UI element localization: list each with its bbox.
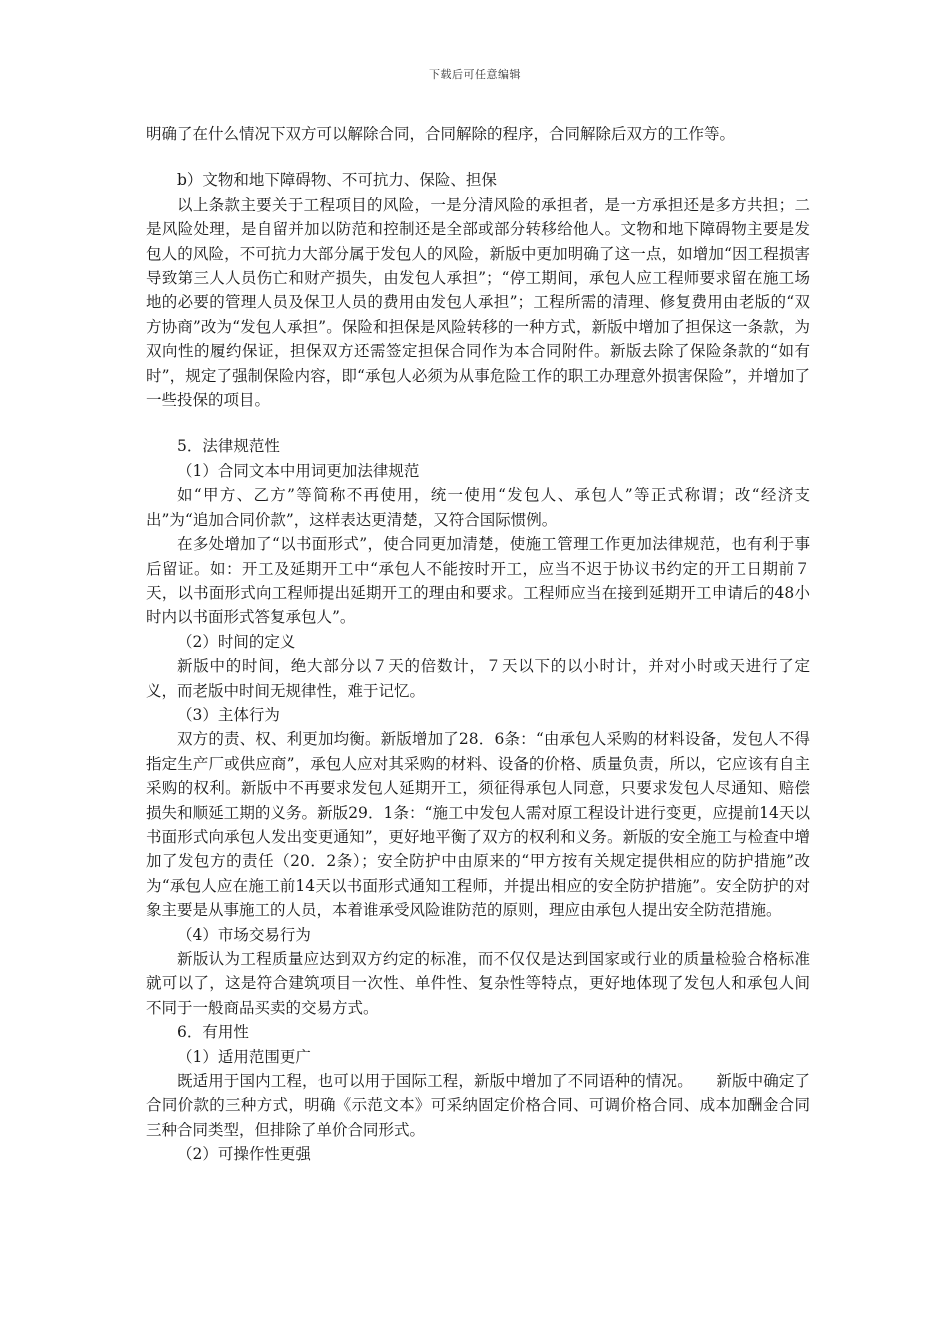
section-heading-usefulness: 6．有用性	[177, 1023, 249, 1042]
page-header-note: 下载后可任意编辑	[429, 68, 521, 81]
section-heading-legal: 5．法律规范性	[177, 437, 280, 456]
subheading-scope: （1）适用范围更广	[177, 1047, 311, 1066]
document-body	[146, 122, 810, 1167]
subheading-risk-items: b）文物和地下障碍物、不可抗力、保险、担保	[177, 171, 497, 190]
paragraph-scope: 既适用于国内工程，也可以用于国际工程，新版中增加了不同语种的情况。 新版中确定了合同价款的三种方式，明确《示范文本》可采纳固定价格合同、可调价格合同、成本加酬金合同三种合同类型，但排除了单价合同形式。	[146, 1072, 810, 1139]
paragraph-time: 新版中的时间，绝大部分以７天的倍数计，７天以下的以小时计，并对小时或天进行了定义，而老版中时间无规律性，难于记忆。	[146, 657, 810, 700]
spacer	[146, 146, 810, 168]
paragraph-party-balance: 双方的责、权、利更加均衡。新版增加了28．6条：“由承包人采购的材料设备，发包人不得指定生产厂或供应商”，承包人应对其采购的材料、设备的价格、质量负责，所以，它应该有自主采购的权利。新版中不再要求发包人延期开工，须征得承包人同意，只要求发包人尽通知、赔偿损失和顺延工期的义务。新版29．1条：“施工中发包人需对原工程设计进行变更，应提前14天以书面形式向承包人发出变更通知”，更好地平衡了双方的权利和义务。新版的安全施工与检查中增加了发包方的责任（20．2条）；安全防护中由原来的“甲方按有关规定提供相应的防护措施”改为“承包人应在施工前14天以书面形式通知工程师，并提出相应的安全防护措施”。安全防护的对象主要是从事施工的人员，本着谁承受风险谁防范的原则，理应由承包人提出安全防范措施。	[146, 730, 810, 920]
subheading-party-behavior: （3）主体行为	[177, 705, 280, 724]
subheading-market-transaction: （4）市场交易行为	[177, 925, 311, 944]
subheading-legal-wording: （1）合同文本中用词更加法律规范	[177, 461, 420, 480]
paragraph-contract-termination: 明确了在什么情况下双方可以解除合同，合同解除的程序，合同解除后双方的工作等。	[146, 125, 736, 143]
paragraph-quality-standard: 新版认为工程质量应达到双方约定的标准，而不仅仅是达到国家或行业的质量检验合格标准就可以了，这是符合建筑项目一次性、单件性、复杂性等特点，更好地体现了发包人和承包人间不同于一般商品买卖的交易方式。	[146, 950, 810, 1017]
paragraph-terminology: 如“甲方、乙方”等简称不再使用，统一使用“发包人、承包人”等正式称谓；改“经济支出”为“追加合同价款”，这样表达更清楚，又符合国际惯例。	[146, 486, 810, 529]
subheading-time-definition: （2）时间的定义	[177, 632, 296, 651]
spacer	[146, 412, 810, 434]
paragraph-written-form: 在多处增加了“以书面形式”，使合同更加清楚，使施工管理工作更加法律规范，也有利于事后留证。如：开工及延期开工中“承包人不能按时开工，应当不迟于协议书约定的开工日期前７天，以书面形式向工程师提出延期开工的理由和要求。工程师应当在接到延期开工申请后的48小时内以书面形式答复承包人”。	[146, 535, 810, 627]
paragraph-risk: 以上条款主要关于工程项目的风险，一是分清风险的承担者，是一方承担还是多方共担；二是风险处理，是自留并加以防范和控制还是全部或部分转移给他人。文物和地下障碍物主要是发包人的风险，不可抗力大部分属于发包人的风险，新版中更加明确了这一点，如增加“因工程损害导致第三人人员伤亡和财产损失，由发包人承担”；“停工期间，承包人应工程师要求留在施工场地的必要的管理人员及保卫人员的费用由发包人承担”；工程所需的清理、修复费用由老版的“双方协商”改为“发包人承担”。保险和担保是风险转移的一种方式，新版中增加了担保这一条款，为双向性的履约保证，担保双方还需签定担保合同作为本合同附件。新版去除了保险条款的“如有时”，规定了强制保险内容，即“承包人必须为从事危险工作的职工办理意外损害保险”，并增加了一些投保的项目。	[146, 195, 810, 410]
subheading-operability: （2）可操作性更强	[177, 1145, 311, 1164]
